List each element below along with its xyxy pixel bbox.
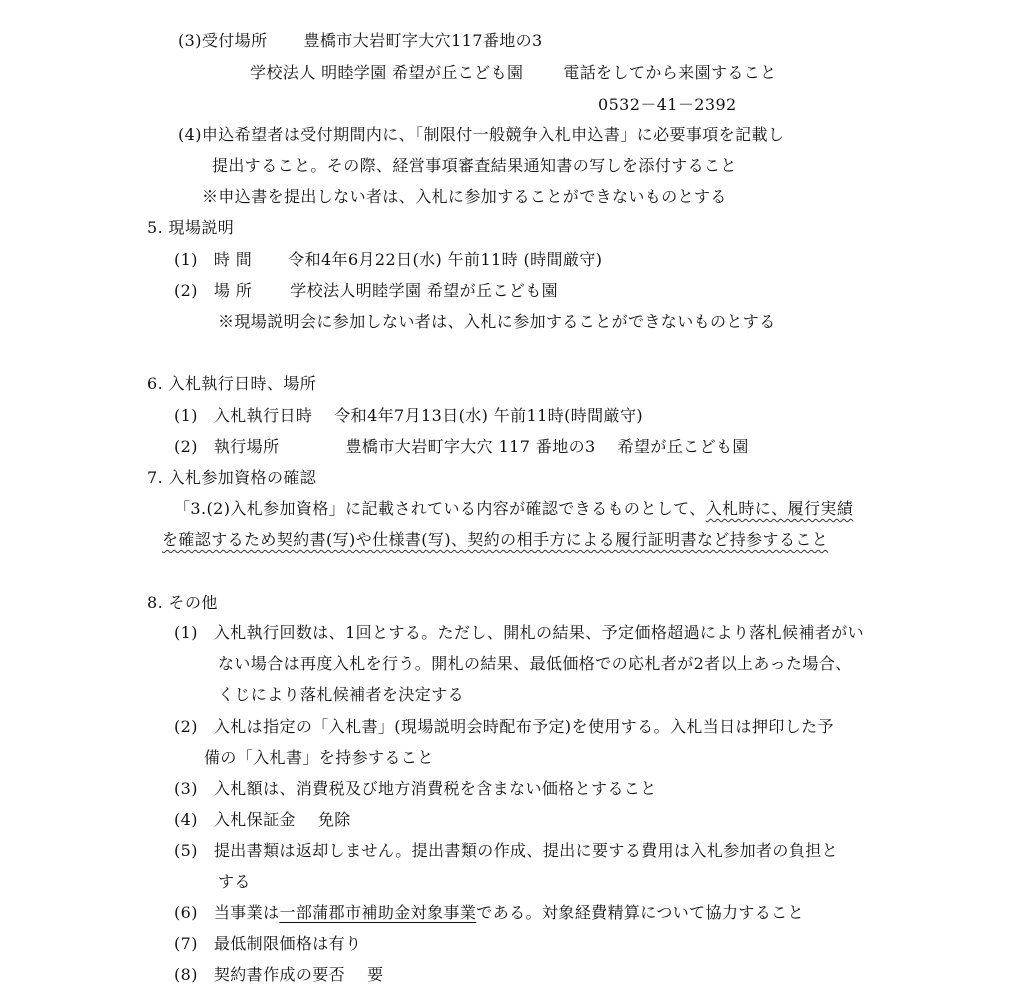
other-item-2-line-2: 備の「入札書」を持参すること <box>204 748 434 767</box>
other-item-5-line-1: (5) 提出書類は返却しません。提出書類の作成、提出に要する費用は入札参加者の負担と <box>174 841 839 860</box>
phone-number: 0532－41－2392 <box>598 95 737 114</box>
item-number: (5) <box>174 841 198 860</box>
item-number: (2) <box>174 281 198 300</box>
item-number: (1) <box>174 623 198 642</box>
other-item-4 <box>174 809 351 831</box>
item-number: (2) <box>174 437 198 456</box>
item-number: (2) <box>174 717 198 736</box>
item-label: 入札保証金 <box>213 810 296 829</box>
other-item-3: (3) 入札額は、消費税及び地方消費税を含まない価格とすること <box>174 779 657 798</box>
school-name: 学校法人 明睦学園 希望が丘こども園 <box>250 63 524 82</box>
item-number: (4) <box>178 125 202 144</box>
application-line-1: (4)申込希望者は受付期間内に、「制限付一般競争入札申込書」に必要事項を記載し <box>178 125 785 144</box>
item-number: (7) <box>174 934 198 953</box>
site-briefing-time <box>174 249 602 271</box>
other-item-6: (6) 当事業は一部蒲郡市補助金対象事業である。対象経費精算について協力すること <box>174 903 804 922</box>
section-7-heading: 7. 入札参加資格の確認 <box>147 468 317 487</box>
item-number: (4) <box>174 810 198 829</box>
item-label: 執行場所 <box>213 437 280 456</box>
item-number: (3) <box>174 779 198 798</box>
section-8-heading: 8. その他 <box>147 593 218 612</box>
address-text: 豊橋市大岩町字大穴117番地の3 <box>303 31 543 50</box>
item-value: 令和4年6月22日(水) 午前11時 (時間厳守) <box>288 250 603 269</box>
item-number: (3) <box>178 31 202 50</box>
application-note: ※申込書を提出しない者は、入札に参加することができないものとする <box>202 187 727 206</box>
other-item-1-line-1: (1) 入札執行回数は、1回とする。ただし、開札の結果、予定価格超過により落札候補者がい <box>174 623 865 642</box>
item-label: 受付場所 <box>201 31 268 50</box>
other-item-1-line-2: ない場合は再度入札を行う。開札の結果、最低価格での応札者が2者以上あった場合、 <box>218 654 852 673</box>
item-value: 要 <box>367 965 384 984</box>
item-number: (8) <box>174 965 198 984</box>
other-item-5-line-2: する <box>218 872 251 891</box>
item-number: (1) <box>174 406 198 425</box>
item-label: 入札執行日時 <box>213 406 313 425</box>
section-5-heading: 5. 現場説明 <box>147 218 235 237</box>
address-text: 豊橋市大岩町字大穴 117 番地の3 <box>345 437 596 456</box>
item-value: 学校法人明睦学園 希望が丘こども園 <box>290 281 559 300</box>
item-value: 免除 <box>317 810 351 829</box>
section-6-heading: 6. 入札執行日時、場所 <box>147 374 317 393</box>
application-line-2: 提出すること。その際、経営事項審査結果通知書の写しを添付すること <box>212 156 737 175</box>
item-number: (6) <box>174 903 198 922</box>
other-item-2-line-1: (2) 入札は指定の「入札書」(現場説明会時配布予定)を使用する。入札当日は押印した予 <box>174 717 834 736</box>
item-label: 時 間 <box>213 250 253 269</box>
item-label: 場 所 <box>213 281 253 300</box>
visit-note: 電話をしてから来園すること <box>563 63 777 82</box>
item-value: 令和4年7月13日(水) 午前11時(時間厳守) <box>334 406 644 425</box>
school-name-line <box>250 62 777 84</box>
underlined-text: 一部蒲郡市補助金対象事業 <box>279 903 477 922</box>
other-item-1-line-3: くじにより落札候補者を決定する <box>218 685 465 704</box>
site-briefing-place <box>174 280 558 302</box>
wavy-underlined-text: 入札時に、履行実績 <box>705 499 854 518</box>
qualification-para-line-1: 「3.(2)入札参加資格」に記載されている内容が確認できるものとして、入札時に、履行実績 <box>174 499 854 518</box>
bid-datetime <box>174 405 643 427</box>
receipt-location-line <box>178 30 543 52</box>
other-item-8 <box>174 964 383 986</box>
qualification-para-line-2: を確認するため契約書(写)や仕様書(写)、契約の相手方による履行証明書など持参すること <box>162 530 829 549</box>
item-number: (1) <box>174 250 198 269</box>
site-briefing-note: ※現場説明会に参加しない者は、入札に参加することができないものとする <box>218 312 776 331</box>
bid-location <box>174 436 749 458</box>
place-name: 希望が丘こども園 <box>617 437 749 456</box>
item-label: 契約書作成の要否 <box>213 965 346 984</box>
other-item-7: (7) 最低制限価格は有り <box>174 934 362 953</box>
